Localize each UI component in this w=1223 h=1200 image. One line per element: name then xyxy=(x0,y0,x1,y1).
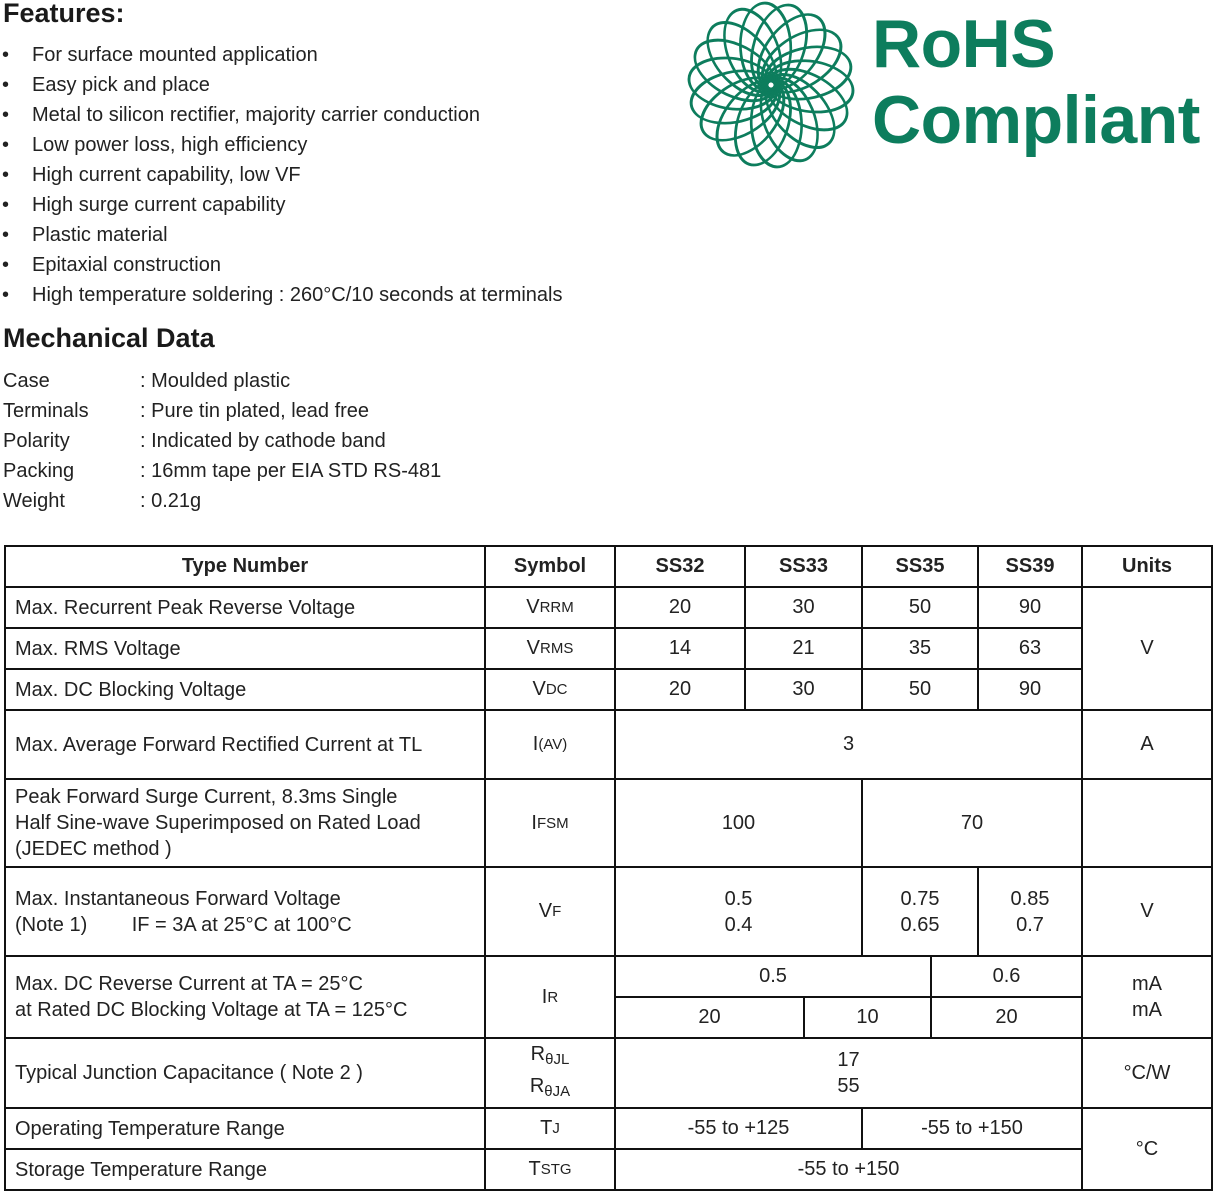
mechanical-row: Case : Moulded plastic xyxy=(3,370,291,392)
value-cell: 0.75 0.65 xyxy=(861,866,979,957)
header-ss32: SS32 xyxy=(614,545,746,588)
unit-cell: mA mA xyxy=(1081,955,1213,1039)
value-cell: 20 xyxy=(614,996,805,1039)
symbol-ifsm: I FSM xyxy=(484,778,616,868)
header-ss33: SS33 xyxy=(744,545,863,588)
param-vdc: Max. DC Blocking Voltage xyxy=(4,668,486,711)
value-cell: 50 xyxy=(861,668,979,711)
value-cell: 70 xyxy=(861,778,1083,868)
header-ss39: SS39 xyxy=(977,545,1083,588)
param-vrrm: Max. Recurrent Peak Reverse Voltage xyxy=(4,586,486,629)
mechanical-row: Terminals : Pure tin plated, lead free xyxy=(3,400,370,422)
value-cell: 0.5 xyxy=(614,955,932,998)
param-vf: Max. Instantaneous Forward Voltage (Note 1) IF = 3A at 25°C at 100°C xyxy=(4,866,486,957)
symbol-vdc: V DC xyxy=(484,668,616,711)
value-cell: -55 to +150 xyxy=(861,1107,1083,1150)
value-cell: 0.5 0.4 xyxy=(614,866,863,957)
value-cell: 30 xyxy=(744,586,863,629)
value-cell: 50 xyxy=(861,586,979,629)
value-cell: 3 xyxy=(614,709,1083,780)
header-type-number: Type Number xyxy=(4,545,486,588)
param-vrms: Max. RMS Voltage xyxy=(4,627,486,670)
header-ss35: SS35 xyxy=(861,545,979,588)
value-cell: 20 xyxy=(614,668,746,711)
value-cell: 17 55 xyxy=(614,1037,1083,1109)
value-cell: 20 xyxy=(930,996,1083,1039)
value-cell: 90 xyxy=(977,668,1083,711)
rohs-line2: Compliant xyxy=(872,82,1200,158)
unit-cell: V xyxy=(1081,866,1213,957)
symbol-vrms: V RMS xyxy=(484,627,616,670)
symbol-rth: $R_{\theta JL}$ $R_{\theta JA}$ xyxy=(484,1037,616,1109)
value-cell: 10 xyxy=(803,996,932,1039)
symbol-tj: T J xyxy=(484,1107,616,1150)
param-iav: Max. Average Forward Rectified Current at TL xyxy=(4,709,486,780)
symbol-vf: V F xyxy=(484,866,616,957)
mechanical-title: Mechanical Data xyxy=(3,323,215,353)
value-cell: 0.85 0.7 xyxy=(977,866,1083,957)
mechanical-row: Polarity : Indicated by cathode band xyxy=(3,430,386,452)
unit-temperature: °C xyxy=(1081,1107,1213,1191)
symbol-iav: I (AV) xyxy=(484,709,616,780)
mechanical-row: Packing : 16mm tape per EIA STD RS-481 xyxy=(3,460,442,482)
value-cell: 90 xyxy=(977,586,1083,629)
unit-cell: A xyxy=(1081,709,1213,780)
mechanical-row: Weight : 0.21g xyxy=(3,490,202,512)
value-cell: -55 to +125 xyxy=(614,1107,863,1150)
header-units: Units xyxy=(1081,545,1213,588)
param-tstg: Storage Temperature Range xyxy=(4,1148,486,1191)
value-cell: 35 xyxy=(861,627,979,670)
value-cell: 100 xyxy=(614,778,863,868)
symbol-vrrm: V RRM xyxy=(484,586,616,629)
header-symbol: Symbol xyxy=(484,545,616,588)
value-cell: -55 to +150 xyxy=(614,1148,1083,1191)
symbol-tstg: T STG xyxy=(484,1148,616,1191)
unit-cell xyxy=(1081,778,1213,868)
value-cell: 0.6 xyxy=(930,955,1083,998)
symbol-ir: I R xyxy=(484,955,616,1039)
rohs-spirograph-icon xyxy=(686,0,856,170)
features-title: Features: xyxy=(3,0,125,28)
param-ifsm: Peak Forward Surge Current, 8.3ms Single Half Sine-wave Superimposed on Rated Load (JEDEC method ) xyxy=(4,778,486,868)
value-cell: 63 xyxy=(977,627,1083,670)
value-cell: 14 xyxy=(614,627,746,670)
value-cell: 20 xyxy=(614,586,746,629)
unit-voltage: V xyxy=(1081,586,1213,711)
param-ir: Max. DC Reverse Current at TA = 25°C at Rated DC Blocking Voltage at TA = 125°C xyxy=(4,955,486,1039)
value-cell: 30 xyxy=(744,668,863,711)
value-cell: 21 xyxy=(744,627,863,670)
unit-cell: °C/W xyxy=(1081,1037,1213,1109)
param-rth: Typical Junction Capacitance ( Note 2 ) xyxy=(4,1037,486,1109)
param-tj: Operating Temperature Range xyxy=(4,1107,486,1150)
rohs-line1: RoHS xyxy=(872,6,1056,82)
